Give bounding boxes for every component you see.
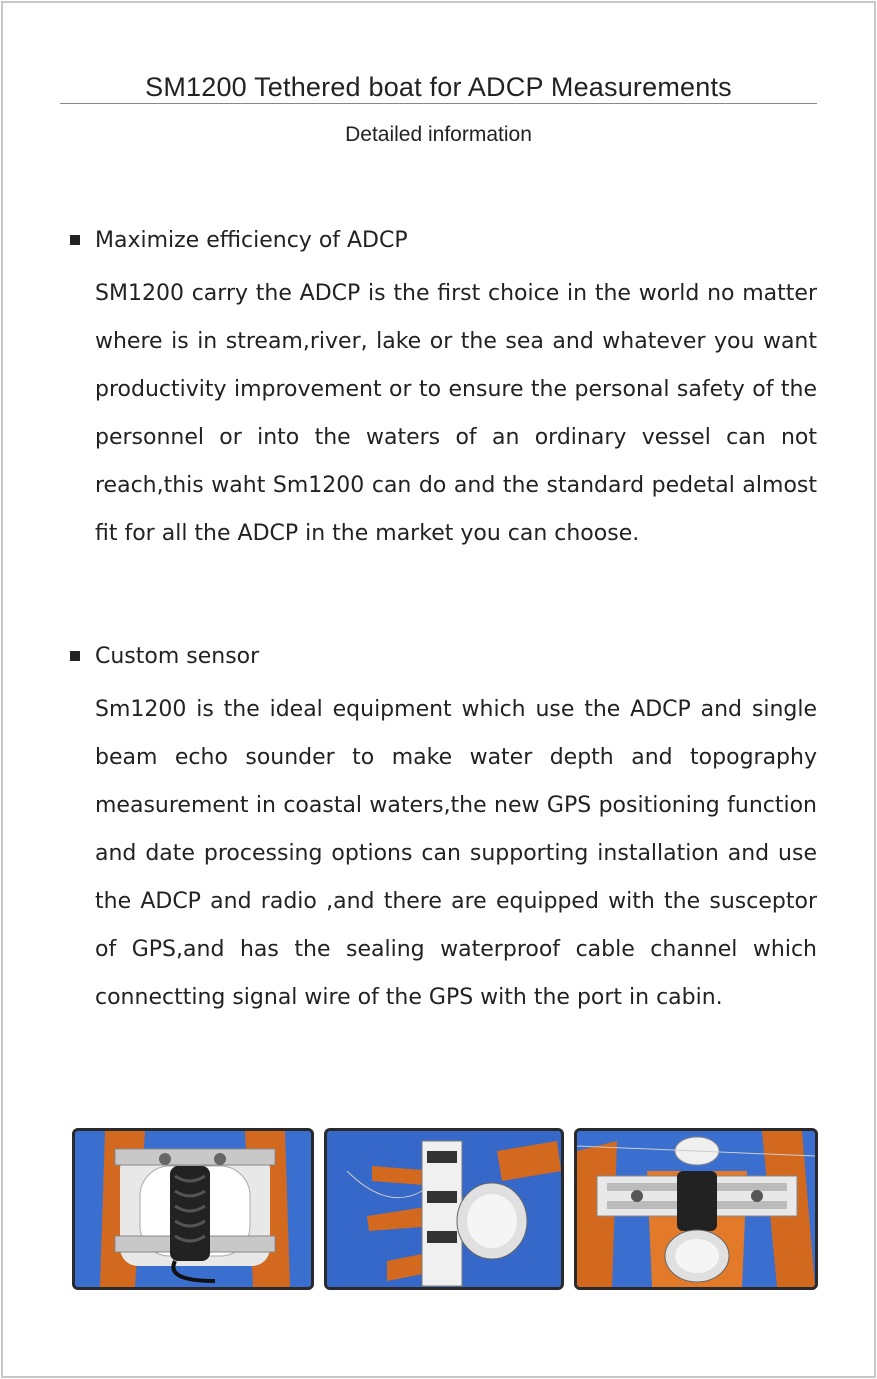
boat-photo-top-view bbox=[324, 1128, 564, 1290]
page-subtitle: Detailed information bbox=[345, 123, 532, 146]
boat-photo-mount-closeup bbox=[72, 1128, 314, 1290]
section-custom-sensor bbox=[70, 638, 817, 1022]
page-title: SM1200 Tethered boat for ADCP Measurements bbox=[145, 72, 732, 102]
section-heading bbox=[70, 222, 817, 258]
section-heading-text: Maximize efficiency of ADCP bbox=[95, 227, 408, 253]
square-bullet-icon bbox=[70, 651, 80, 661]
section-body: Sm1200 is the ideal equipment which use the ADCP and single beam echo sounder to make water depth and topography measurement in coastal waters,the new GPS positioning function and date processing options can supporting installation and use the ADCP and radio ,and there are equipped with the susceptor of GPS,and has the sealing waterproof cable channel which connectting signal wire of the GPS with the port in cabin. bbox=[95, 697, 817, 1010]
section-heading-text: Custom sensor bbox=[95, 643, 260, 669]
section-body: SM1200 carry the ADCP is the first choice in the world no matter where is in stream,river, lake or the sea and whatever you want productivity improvement or to ensure the personal safety of the personnel or into the waters of an ordinary vessel can not reach,this waht Sm1200 can do and the standard pedetal almost fit for all the ADCP in the market you can choose. bbox=[95, 281, 817, 546]
boat-photo-rear-view bbox=[574, 1128, 818, 1290]
section-heading bbox=[70, 638, 817, 674]
photo-gallery bbox=[72, 1128, 818, 1290]
section-efficiency bbox=[70, 222, 817, 558]
title-divider bbox=[60, 103, 817, 104]
square-bullet-icon bbox=[70, 235, 80, 245]
